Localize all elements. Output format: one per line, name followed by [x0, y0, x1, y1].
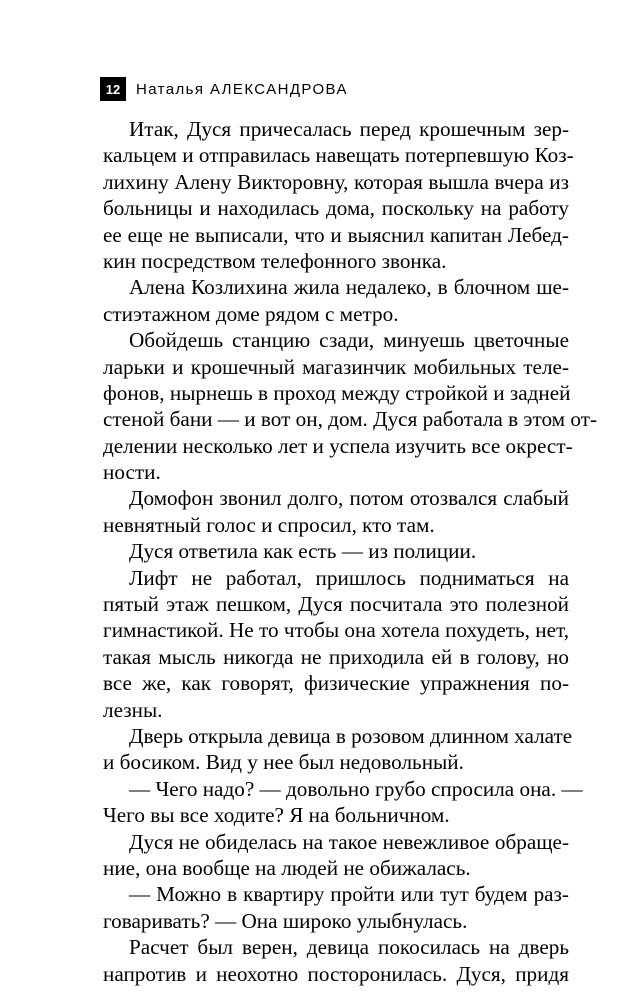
text-line: ние, она вообще на людей не обижалась.: [103, 855, 471, 880]
text-line: фонов, нырнешь в проход между стройкой и задней: [103, 380, 571, 405]
text-line: Чего вы все ходите? Я на больничном.: [103, 803, 450, 828]
text-line: лезны.: [103, 697, 163, 722]
text-line: и босиком. Вид у нее был недовольный.: [103, 750, 464, 775]
text-line: Домофон звонил долго, потом отозвался слабый: [129, 486, 569, 511]
running-head: Наталья АЛЕКСАНДРОВА: [136, 80, 348, 98]
text-line: Расчет был верен, девица покосилась на дверь: [129, 935, 569, 960]
text-line: ларьки и крошечный магазинчик мобильных теле-: [103, 354, 569, 379]
text-line: кальцем и отправилась навещать потерпевшую Коз-: [103, 143, 574, 168]
text-line: Дуся не обиделась на такое невежливое обраще-: [129, 829, 569, 854]
text-line: такая мысль никогда не приходила ей в голову, но: [103, 644, 569, 669]
page-number: 12: [100, 77, 126, 101]
text-line: говаривать? — Она широко улыбнулась.: [103, 908, 468, 933]
text-line: гимнастикой. Не то чтобы она хотела похудеть, нет,: [103, 618, 569, 643]
text-line: ее еще не выписали, что и выяснил капитан Лебед-: [103, 222, 569, 247]
text-line: невнятный голос и спросил, кто там.: [103, 512, 435, 537]
page-header: [100, 77, 348, 101]
text-line: кин посредством телефонного звонка.: [103, 248, 447, 273]
text-line: больницы и находилась дома, поскольку на работу: [103, 196, 569, 221]
text-line: делении несколько лет и успела изучить все окрест-: [103, 433, 573, 458]
text-line: Итак, Дуся причесалась перед крошечным зер-: [129, 117, 569, 141]
text-line: Алена Козлихина жила недалеко, в блочном ше-: [129, 275, 569, 300]
text-line: напротив и неохотно посторонилась. Дуся, придя: [103, 961, 569, 986]
text-line: пятый этаж пешком, Дуся посчитала это полезной: [103, 592, 569, 617]
text-line: — Чего надо? — довольно грубо спросила она. —: [129, 776, 583, 801]
text-line: все же, как говорят, физические упражнения по-: [103, 671, 569, 696]
text-line: лихину Алену Викторовну, которая вышла вчера из: [103, 169, 569, 194]
text-line: Дуся ответила как есть — из полиции.: [129, 539, 477, 564]
text-line: Дверь открыла девица в розовом длинном халате: [129, 723, 573, 748]
text-line: Обойдешь станцию сзади, минуешь цветочные: [129, 328, 569, 353]
text-line: Лифт не работал, пришлось подниматься на: [129, 565, 569, 590]
body-text: [103, 116, 598, 987]
text-line: ности.: [103, 460, 161, 485]
text-line: стеной бани — и вот он, дом. Дуся работала в этом от-: [103, 407, 598, 432]
text-line: — Можно в квартиру пройти или тут будем раз-: [129, 882, 569, 907]
text-line: стиэтажном доме рядом с метро.: [103, 301, 399, 326]
